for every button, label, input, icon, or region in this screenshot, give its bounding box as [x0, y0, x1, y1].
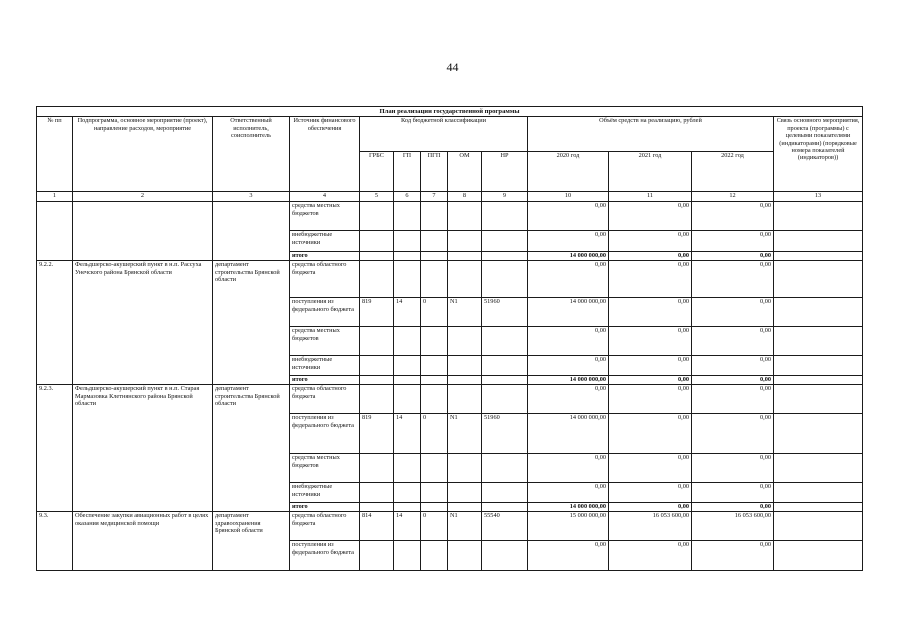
funding-source-cell: поступления из федерального бюджета: [290, 298, 360, 327]
funding-source-cell: средства местных бюджетов: [290, 327, 360, 356]
funding-source-cell: поступления из федерального бюджета: [290, 541, 360, 571]
indicator-link-cell: [774, 385, 863, 414]
pgp-cell: [421, 202, 448, 231]
indicator-link-cell: [774, 483, 863, 503]
column-number: 2: [73, 192, 213, 202]
nr-cell: [482, 252, 528, 261]
pgp-cell: 0: [421, 414, 448, 454]
gp-cell: [394, 356, 421, 376]
funding-source-cell: итого: [290, 376, 360, 385]
item-executor-cell: департамент строительства Брянской области: [213, 261, 290, 385]
header-executor: Ответственный исполнитель, соисполнитель: [213, 117, 290, 192]
table-row: [37, 512, 863, 541]
column-number-row: [37, 192, 863, 202]
pgp-cell: [421, 327, 448, 356]
om-cell: [448, 483, 482, 503]
column-number: 4: [290, 192, 360, 202]
pgp-cell: [421, 356, 448, 376]
funding-source-cell: внебюджетные источники: [290, 483, 360, 503]
column-number: 7: [421, 192, 448, 202]
gp-cell: [394, 327, 421, 356]
gp-cell: [394, 202, 421, 231]
item-executor-cell: департамент строительства Брянской области: [213, 385, 290, 512]
amount-2022-cell: 0,00: [692, 483, 774, 503]
indicator-link-cell: [774, 261, 863, 298]
amount-2021-cell: 0,00: [609, 454, 692, 483]
amount-2020-cell: 0,00: [528, 356, 609, 376]
amount-2022-cell: 0,00: [692, 454, 774, 483]
header-kbk: Код бюджетной классификации: [360, 117, 528, 152]
amount-2022-cell: 0,00: [692, 376, 774, 385]
funding-source-cell: поступления из федерального бюджета: [290, 414, 360, 454]
amount-2020-cell: 14 000 000,00: [528, 298, 609, 327]
column-number: 6: [394, 192, 421, 202]
header-nr: НР: [482, 152, 528, 192]
grbs-cell: [360, 202, 394, 231]
header-link: Связь основного мероприятия, проекта (программы) с целевыми показателями (индикаторами) (порядковые номера показателей (индикаторов)): [774, 117, 863, 192]
nr-cell: [482, 327, 528, 356]
amount-2021-cell: 0,00: [609, 385, 692, 414]
indicator-link-cell: [774, 327, 863, 356]
om-cell: [448, 454, 482, 483]
header-gp: ГП: [394, 152, 421, 192]
indicator-link-cell: [774, 503, 863, 512]
amount-2021-cell: 0,00: [609, 261, 692, 298]
pgp-cell: [421, 454, 448, 483]
indicator-link-cell: [774, 298, 863, 327]
amount-2022-cell: 0,00: [692, 503, 774, 512]
gp-cell: 14: [394, 414, 421, 454]
amount-2021-cell: 0,00: [609, 356, 692, 376]
amount-2020-cell: 14 000 000,00: [528, 503, 609, 512]
amount-2021-cell: 0,00: [609, 231, 692, 252]
om-cell: N1: [448, 414, 482, 454]
indicator-link-cell: [774, 512, 863, 541]
funding-source-cell: внебюджетные источники: [290, 356, 360, 376]
amount-2022-cell: 0,00: [692, 202, 774, 231]
item-executor-cell: [213, 202, 290, 261]
nr-cell: [482, 202, 528, 231]
pgp-cell: 0: [421, 298, 448, 327]
grbs-cell: [360, 327, 394, 356]
header-year-2022: 2022 год: [692, 152, 774, 192]
nr-cell: [482, 503, 528, 512]
indicator-link-cell: [774, 202, 863, 231]
gp-cell: [394, 503, 421, 512]
nr-cell: 55540: [482, 512, 528, 541]
grbs-cell: [360, 385, 394, 414]
amount-2020-cell: 15 000 000,00: [528, 512, 609, 541]
om-cell: N1: [448, 298, 482, 327]
amount-2020-cell: 14 000 000,00: [528, 252, 609, 261]
gp-cell: [394, 252, 421, 261]
item-num-cell: 9.2.2.: [37, 261, 73, 385]
pgp-cell: [421, 503, 448, 512]
om-cell: [448, 385, 482, 414]
funding-source-cell: внебюджетные источники: [290, 231, 360, 252]
amount-2020-cell: 0,00: [528, 454, 609, 483]
amount-2022-cell: 0,00: [692, 327, 774, 356]
funding-source-cell: средства областного бюджета: [290, 261, 360, 298]
gp-cell: [394, 231, 421, 252]
pgp-cell: [421, 252, 448, 261]
amount-2021-cell: 0,00: [609, 483, 692, 503]
grbs-cell: 819: [360, 414, 394, 454]
amount-2022-cell: 16 053 600,00: [692, 512, 774, 541]
funding-source-cell: итого: [290, 252, 360, 261]
gp-cell: 14: [394, 512, 421, 541]
nr-cell: [482, 376, 528, 385]
grbs-cell: [360, 541, 394, 571]
header-name: Подпрограмма, основное мероприятие (проект), направление расходов, мероприятие: [73, 117, 213, 192]
amount-2020-cell: 14 000 000,00: [528, 414, 609, 454]
funding-source-cell: средства областного бюджета: [290, 385, 360, 414]
gp-cell: [394, 483, 421, 503]
om-cell: [448, 231, 482, 252]
om-cell: N1: [448, 512, 482, 541]
grbs-cell: [360, 261, 394, 298]
grbs-cell: 814: [360, 512, 394, 541]
amount-2021-cell: 0,00: [609, 252, 692, 261]
amount-2021-cell: 0,00: [609, 327, 692, 356]
nr-cell: [482, 483, 528, 503]
column-number: 8: [448, 192, 482, 202]
pgp-cell: [421, 385, 448, 414]
amount-2021-cell: 0,00: [609, 503, 692, 512]
amount-2020-cell: 0,00: [528, 541, 609, 571]
funding-source-cell: средства местных бюджетов: [290, 202, 360, 231]
table-row: [37, 202, 863, 231]
table-row: [37, 261, 863, 298]
om-cell: [448, 503, 482, 512]
column-number: 3: [213, 192, 290, 202]
indicator-link-cell: [774, 231, 863, 252]
plan-table-body: [37, 202, 863, 571]
nr-cell: [482, 385, 528, 414]
pgp-cell: [421, 376, 448, 385]
header-source: Источник финансового обеспечения: [290, 117, 360, 192]
grbs-cell: [360, 503, 394, 512]
grbs-cell: [360, 356, 394, 376]
column-number: 10: [528, 192, 609, 202]
column-number: 12: [692, 192, 774, 202]
nr-cell: [482, 454, 528, 483]
header-year-2020: 2020 год: [528, 152, 609, 192]
gp-cell: [394, 385, 421, 414]
column-number: 1: [37, 192, 73, 202]
amount-2020-cell: 0,00: [528, 202, 609, 231]
funding-source-cell: средства местных бюджетов: [290, 454, 360, 483]
header-pgp: ПГП: [421, 152, 448, 192]
nr-cell: [482, 261, 528, 298]
amount-2020-cell: 0,00: [528, 261, 609, 298]
amount-2021-cell: 0,00: [609, 298, 692, 327]
indicator-link-cell: [774, 376, 863, 385]
header-om: ОМ: [448, 152, 482, 192]
amount-2022-cell: 0,00: [692, 356, 774, 376]
amount-2021-cell: 0,00: [609, 414, 692, 454]
header-grbs: ГРБС: [360, 152, 394, 192]
indicator-link-cell: [774, 541, 863, 571]
om-cell: [448, 327, 482, 356]
pgp-cell: [421, 261, 448, 298]
amount-2021-cell: 0,00: [609, 202, 692, 231]
plan-table-container: [36, 106, 862, 571]
amount-2022-cell: 0,00: [692, 414, 774, 454]
indicator-link-cell: [774, 454, 863, 483]
om-cell: [448, 261, 482, 298]
amount-2021-cell: 0,00: [609, 376, 692, 385]
column-number: 11: [609, 192, 692, 202]
item-name-cell: Обеспечение закупки авиационных работ в целях оказания медицинской помощи: [73, 512, 213, 571]
amount-2020-cell: 0,00: [528, 327, 609, 356]
amount-2022-cell: 0,00: [692, 261, 774, 298]
amount-2022-cell: 0,00: [692, 385, 774, 414]
indicator-link-cell: [774, 252, 863, 261]
om-cell: [448, 541, 482, 571]
amount-2022-cell: 0,00: [692, 252, 774, 261]
grbs-cell: [360, 454, 394, 483]
amount-2020-cell: 0,00: [528, 231, 609, 252]
gp-cell: [394, 454, 421, 483]
pgp-cell: [421, 231, 448, 252]
grbs-cell: [360, 231, 394, 252]
nr-cell: [482, 231, 528, 252]
amount-2022-cell: 0,00: [692, 298, 774, 327]
om-cell: [448, 356, 482, 376]
pgp-cell: [421, 541, 448, 571]
amount-2021-cell: 0,00: [609, 541, 692, 571]
item-num-cell: 9.2.3.: [37, 385, 73, 512]
funding-source-cell: итого: [290, 503, 360, 512]
amount-2020-cell: 14 000 000,00: [528, 376, 609, 385]
column-number: 5: [360, 192, 394, 202]
nr-cell: [482, 541, 528, 571]
pgp-cell: 0: [421, 512, 448, 541]
om-cell: [448, 252, 482, 261]
grbs-cell: [360, 252, 394, 261]
gp-cell: [394, 541, 421, 571]
item-name-cell: Фельдшерско-акушерский пункт в н.п. Старая Мармазовка Клетнянского района Брянской области: [73, 385, 213, 512]
gp-cell: [394, 376, 421, 385]
indicator-link-cell: [774, 414, 863, 454]
header-amount: Объём средств на реализацию, рублей: [528, 117, 774, 152]
item-executor-cell: департамент здравоохранения Брянской области: [213, 512, 290, 571]
table-row: [37, 385, 863, 414]
amount-2020-cell: 0,00: [528, 385, 609, 414]
amount-2020-cell: 0,00: [528, 483, 609, 503]
amount-2022-cell: 0,00: [692, 231, 774, 252]
grbs-cell: 819: [360, 298, 394, 327]
header-year-2021: 2021 год: [609, 152, 692, 192]
item-name-cell: Фельдшерско-акушерский пункт в н.п. Рассуха Унечского района Брянской области: [73, 261, 213, 385]
column-number: 13: [774, 192, 863, 202]
nr-cell: [482, 356, 528, 376]
item-name-cell: [73, 202, 213, 261]
item-num-cell: 9.3.: [37, 512, 73, 571]
gp-cell: [394, 261, 421, 298]
gp-cell: 14: [394, 298, 421, 327]
item-num-cell: [37, 202, 73, 261]
header-num: № пп: [37, 117, 73, 192]
om-cell: [448, 202, 482, 231]
page-number: 44: [446, 60, 459, 74]
pgp-cell: [421, 483, 448, 503]
funding-source-cell: средства областного бюджета: [290, 512, 360, 541]
amount-2021-cell: 16 053 600,00: [609, 512, 692, 541]
amount-2022-cell: 0,00: [692, 541, 774, 571]
indicator-link-cell: [774, 356, 863, 376]
om-cell: [448, 376, 482, 385]
table-title: План реализации государственной программы: [37, 107, 863, 117]
plan-table: [36, 106, 863, 571]
nr-cell: 51960: [482, 298, 528, 327]
column-number: 9: [482, 192, 528, 202]
grbs-cell: [360, 376, 394, 385]
nr-cell: 51960: [482, 414, 528, 454]
grbs-cell: [360, 483, 394, 503]
